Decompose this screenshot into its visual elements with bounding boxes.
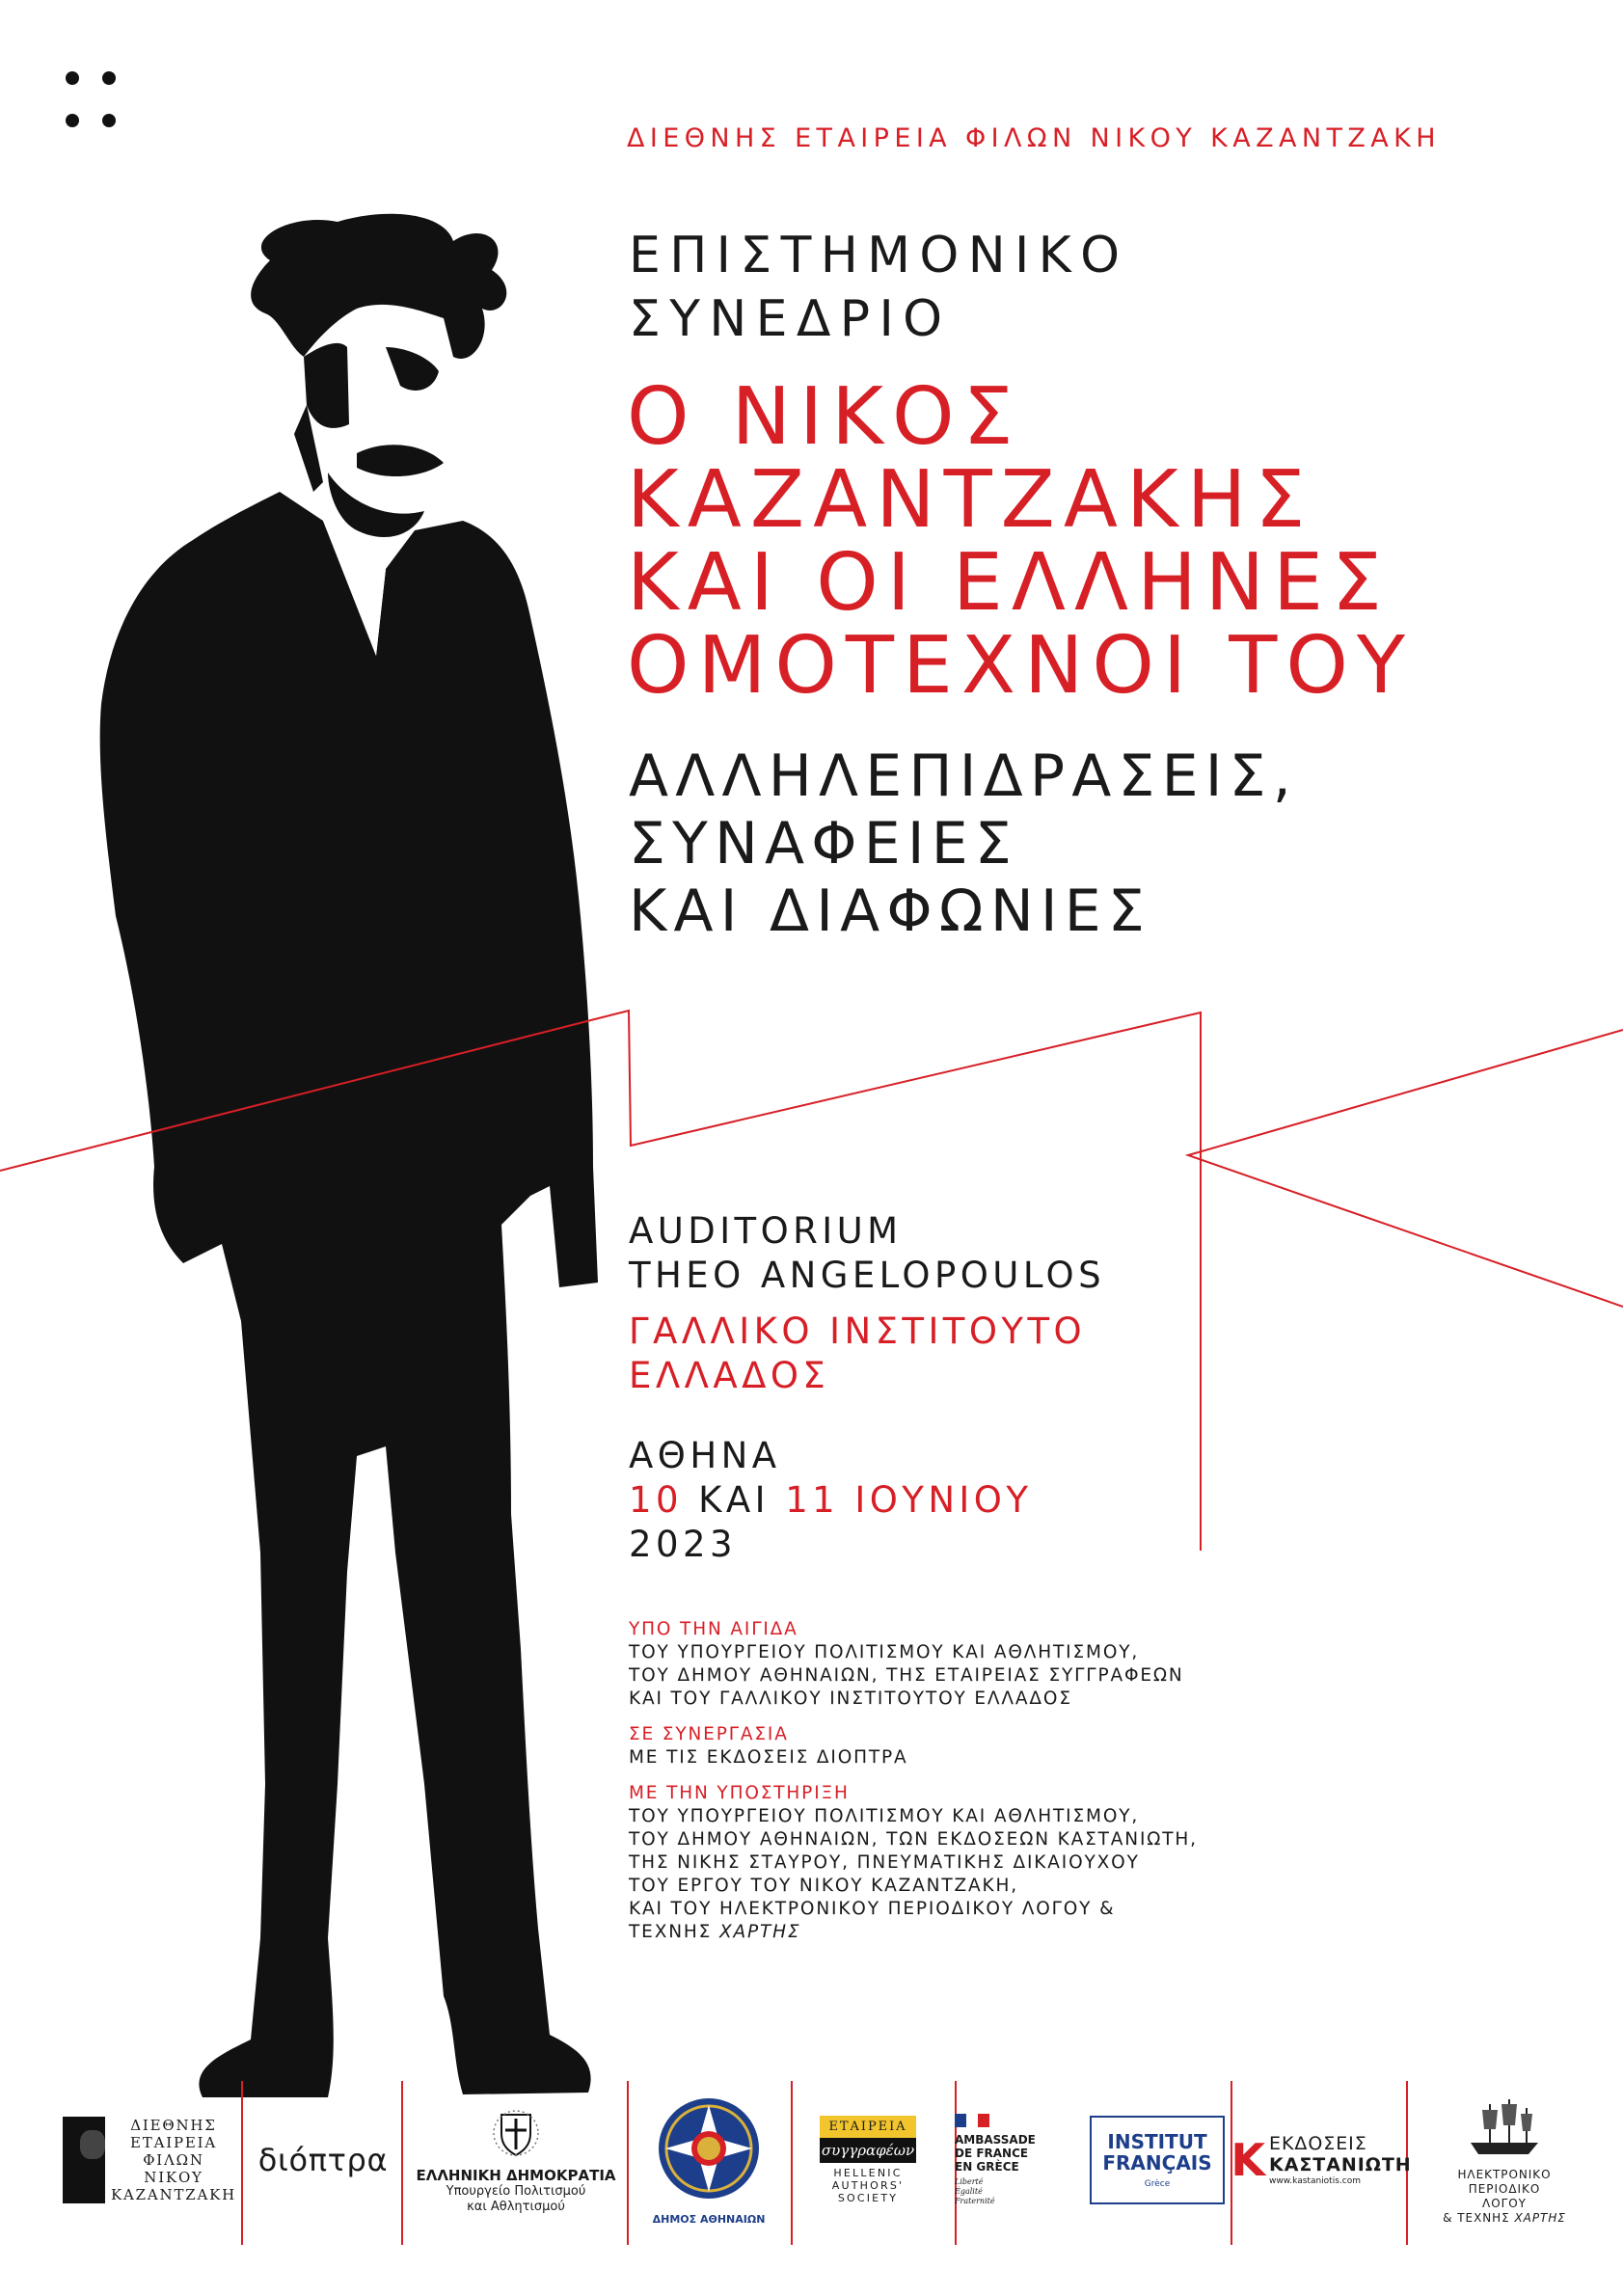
chartis-line: ΛΟΓΟΥ	[1482, 2197, 1527, 2210]
chartis-last-italic: ΧΑΡΤΗΣ	[1514, 2211, 1566, 2225]
logo-institut-francais	[1080, 2073, 1234, 2247]
chartis-line: ΗΛΕΚΤΡΟΝΙΚΟ	[1457, 2168, 1552, 2181]
day-1: 10	[629, 1479, 683, 1521]
chartis-line	[1443, 2211, 1566, 2226]
chartis-line: ΠΕΡΙΟΔΙΚΟ	[1468, 2182, 1541, 2196]
logo-dioptra	[251, 2073, 395, 2247]
portrait-icon	[63, 2117, 105, 2203]
logo-society	[63, 2073, 236, 2247]
support-line: ΤΟΥ ΥΠΟΥΡΓΕΙΟΥ ΠΟΛΙΤΙΣΜΟΥ ΚΑΙ ΑΘΛΗΤΙΣΜΟΥ,	[629, 1806, 1140, 1826]
auspices-line: ΚΑΙ ΤΟΥ ΓΑΛΛΙΚΟΥ ΙΝΣΤΙΤΟΥΤΟΥ ΕΛΛΑΔΟΣ	[629, 1688, 1072, 1709]
writers-bottom: HELLENIC	[833, 2167, 903, 2179]
year: 2023	[629, 1524, 737, 1565]
society-logo-line: ΚΑΖΑΝΤΖΑΚΗ	[111, 2186, 236, 2203]
ambassade-line: EN GRÈCE	[955, 2160, 1019, 2174]
support-line: ΤΗΣ ΝΙΚΗΣ ΣΤΑΥΡΟΥ, ΠΝΕΥΜΑΤΙΚΗΣ ΔΙΚΑΙΟΥΧΟΥ	[629, 1852, 1140, 1873]
logo-writers-society	[796, 2073, 940, 2247]
society-logo-line: ΔΙΕΘΝΗΣ	[130, 2117, 217, 2134]
dates-and: ΚΑΙ	[698, 1479, 770, 1521]
conference-label-line: ΕΠΙΣΤΗΜΟΝΙΚΟ	[629, 227, 1129, 284]
main-title-line: Ο ΝΙΚΟΣ	[627, 371, 1022, 463]
logo-ministry	[405, 2073, 627, 2247]
institut-line: INSTITUT	[1107, 2130, 1207, 2153]
ambassade-line: AMBASSADE	[955, 2133, 1036, 2147]
kastaniotis-line: ΕΚΔΟΣΕΙΣ	[1269, 2133, 1367, 2154]
support-line	[629, 1921, 1198, 1944]
ambassade-line: DE FRANCE	[955, 2147, 1029, 2160]
support-line: ΤΟΥ ΕΡΓΟΥ ΤΟΥ ΝΙΚΟΥ ΚΑΖΑΝΤΖΑΚΗ,	[629, 1876, 1019, 1896]
institut-line: FRANÇAIS	[1102, 2151, 1212, 2174]
ministry-line: και Αθλητισμού	[467, 2200, 565, 2214]
ambassade-motto: Égalité	[955, 2187, 983, 2196]
ship-icon	[1461, 2094, 1548, 2162]
day-2: 11	[785, 1479, 840, 1521]
writers-bottom: SOCIETY	[837, 2192, 899, 2204]
kastaniotis-url: www.kastaniotis.com	[1269, 2176, 1361, 2186]
cooperation-heading: ΣΕ ΣΥΝΕΡΓΑΣΙΑ	[629, 1724, 789, 1744]
auspices-line: ΤΟΥ ΔΗΜΟΥ ΑΘΗΝΑΙΩΝ, ΤΗΣ ΕΤΑΙΡΕΙΑΣ ΣΥΓΓΡΑΦΕΩΝ	[629, 1665, 1184, 1686]
support-last-italic: ΧΑΡΤΗΣ	[718, 1922, 801, 1942]
main-title-line: ΚΑΙ ΟΙ ΕΛΛΗΝΕΣ	[627, 537, 1391, 629]
conference-label-line: ΣΥΝΕΔΡΙΟ	[629, 290, 952, 348]
society-logo-line: ΕΤΑΙΡΕΙΑ	[130, 2134, 217, 2151]
cooperation-line: ΜΕ ΤΙΣ ΕΚΔΟΣΕΙΣ ΔΙΟΠΤΡΑ	[629, 1747, 908, 1768]
writers-bottom: AUTHORS'	[831, 2179, 905, 2192]
ambassade-motto: Liberté	[955, 2177, 984, 2186]
month: ΙΟΥΝΙΟΥ	[854, 1479, 1033, 1521]
main-title-line: ΚΑΖΑΝΤΖΑΚΗΣ	[627, 454, 1314, 546]
venue-line: AUDITORIUM	[629, 1210, 903, 1252]
writers-top: ΕΤΑΙΡΕΙΑ	[820, 2116, 916, 2138]
support-line: ΚΑΙ ΤΟΥ ΗΛΕΚΤΡΟΝΙΚΟΥ ΠΕΡΙΟΔΙΚΟΥ ΛΟΓΟΥ &	[629, 1899, 1116, 1919]
main-title-line: ΟΜΟΤΕΧΝΟΙ ΤΟΥ	[627, 620, 1415, 712]
society-logo-line: ΦΙΛΩΝ	[143, 2151, 204, 2169]
subtitle-line: ΑΛΛΗΛΕΠΙΔΡΑΣΕΙΣ,	[629, 743, 1298, 810]
institute-line: ΕΛΛΑΔΟΣ	[629, 1355, 830, 1396]
auspices-line: ΤΟΥ ΥΠΟΥΡΓΕΙΟΥ ΠΟΛΙΤΙΣΜΟΥ ΚΑΙ ΑΘΛΗΤΙΣΜΟΥ,	[629, 1642, 1140, 1662]
support-line: ΤΟΥ ΔΗΜΟΥ ΑΘΗΝΑΙΩΝ, ΤΩΝ ΕΚΔΟΣΕΩΝ ΚΑΣΤΑΝΙΩΤΗ,	[629, 1829, 1198, 1850]
sponsor-logos	[58, 2073, 1601, 2247]
main-title	[627, 371, 1415, 712]
ministry-line: Υπουργείο Πολιτισμού	[446, 2184, 586, 2199]
subtitle-line: ΚΑΙ ΔΙΑΦΩΝΙΕΣ	[629, 878, 1152, 945]
support-heading: ΜΕ ΤΗΝ ΥΠΟΣΤΗΡΙΞΗ	[629, 1783, 850, 1803]
subtitle-line: ΣΥΝΑΦΕΙΕΣ	[629, 810, 1018, 878]
kazantzakis-silhouette	[96, 203, 636, 2131]
society-title: ΔΙΕΘΝΗΣ ΕΤΑΙΡΕΙΑ ΦΙΛΩΝ ΝΙΚΟΥ ΚΑΖΑΝΤΖΑΚΗ	[627, 123, 1441, 153]
corner-dots-icon	[66, 71, 122, 131]
chartis-last-prefix: & ΤΕΧΝΗΣ	[1443, 2211, 1515, 2225]
greek-emblem-icon	[492, 2105, 540, 2159]
logo-municipality	[636, 2073, 781, 2247]
french-flag-icon	[955, 2114, 989, 2127]
institute	[629, 1310, 1086, 1398]
logo-kastaniotis	[1231, 2073, 1412, 2247]
date-block	[629, 1434, 1032, 1567]
athens-seal-icon	[656, 2095, 762, 2211]
logo-chartis	[1418, 2073, 1591, 2247]
municipality-label: ΔΗΜΟΣ ΑΘΗΝΑΙΩΝ	[652, 2212, 766, 2226]
auspices-heading: ΥΠΟ ΤΗΝ ΑΙΓΙΔΑ	[629, 1619, 798, 1639]
city: ΑΘΗΝΑ	[629, 1435, 781, 1476]
ambassade-motto: Fraternité	[955, 2197, 995, 2205]
ministry-line: ΕΛΛΗΝΙΚΗ ΔΗΜΟΚΡΑΤΙΑ	[416, 2167, 616, 2184]
logo-ambassade	[955, 2073, 1061, 2247]
subtitle	[629, 743, 1298, 945]
venue-line: THEO ANGELOPOULOS	[629, 1255, 1106, 1296]
society-logo-line: ΝΙΚΟΥ	[144, 2169, 203, 2186]
institut-sub: Grèce	[1144, 2179, 1171, 2189]
kastaniotis-line: ΚΑΣΤΑΝΙΩΤΗ	[1269, 2154, 1412, 2175]
institute-line: ΓΑΛΛΙΚΟ ΙΝΣΤΙΤΟΥΤΟ	[629, 1310, 1087, 1352]
conference-label	[629, 224, 1128, 351]
kastaniotis-k-icon: Κ	[1231, 2134, 1266, 2186]
dioptra-wordmark: διόπτρα	[257, 2142, 389, 2178]
venue	[629, 1209, 1105, 1298]
dates-line	[629, 1478, 1032, 1523]
writers-middle: συγγραφέων	[820, 2138, 916, 2163]
support-last-prefix: ΤΕΧΝΗΣ	[629, 1922, 719, 1942]
credits-block	[629, 1618, 1198, 1944]
